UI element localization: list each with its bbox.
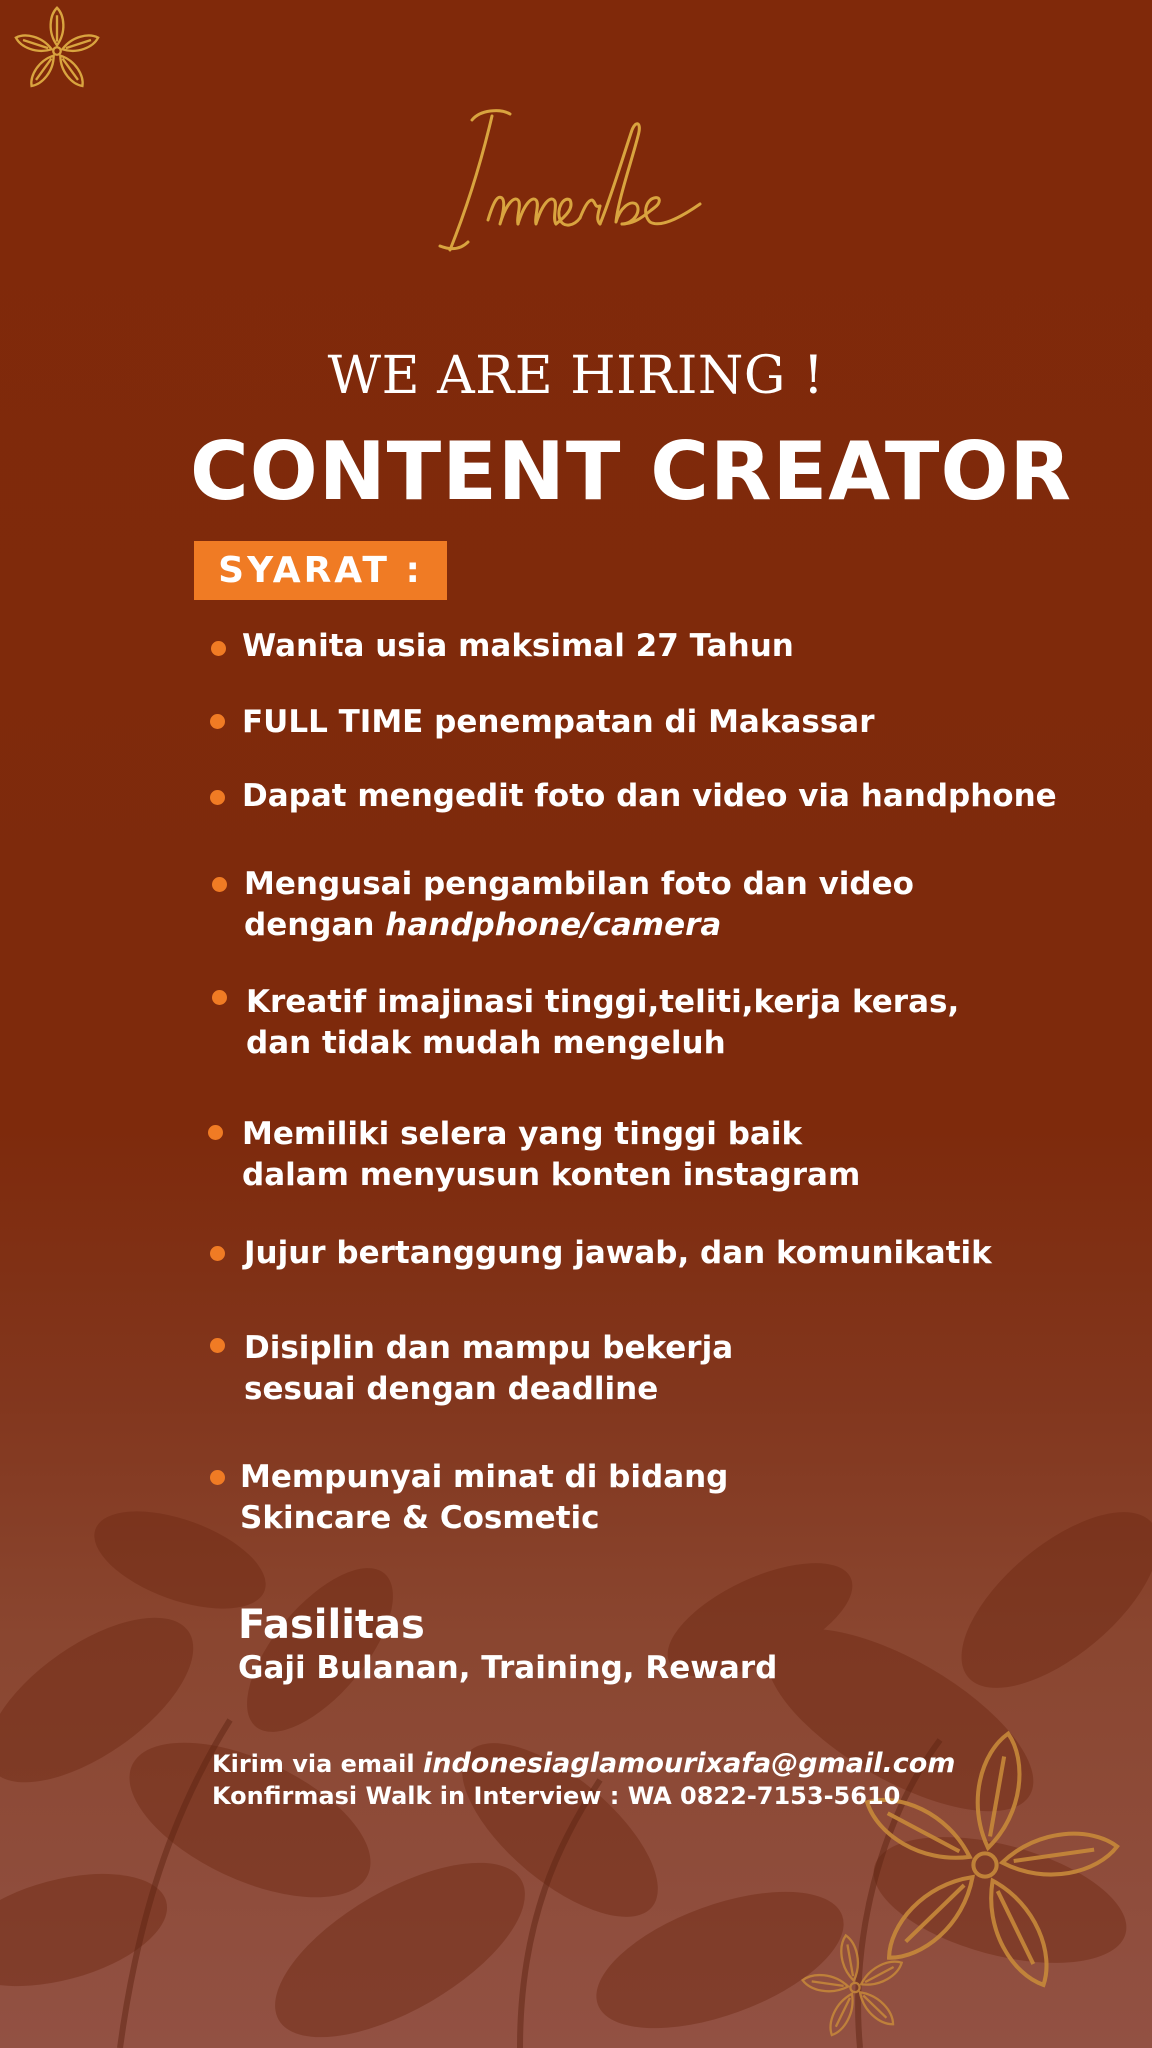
- hiring-heading: WE ARE HIRING !: [327, 346, 825, 406]
- facilities-text: Gaji Bulanan, Training, Reward: [238, 1650, 778, 1686]
- bullet-dot-icon: [210, 790, 225, 805]
- position-title: CONTENT CREATOR: [190, 425, 1073, 518]
- contact-walkin: Konfirmasi Walk in Interview : WA 0822-7153-5610: [212, 1782, 901, 1810]
- requirements-badge: SYARAT :: [194, 541, 447, 600]
- bullet-dot-icon: [211, 641, 226, 656]
- list-item: Memiliki selera yang tinggi baik dalam menyusun konten instagram: [242, 1114, 860, 1196]
- contact-email-prefix: Kirim via email: [212, 1750, 423, 1778]
- bullet-dot-icon: [210, 1246, 225, 1261]
- list-item: FULL TIME penempatan di Makassar: [242, 702, 875, 743]
- contact-email-line: [212, 1748, 955, 1779]
- facilities-title: Fasilitas: [238, 1602, 425, 1648]
- flower-ornament-icon: [790, 1930, 920, 2045]
- list-item: Disiplin dan mampu bekerja sesuai dengan deadline: [244, 1328, 733, 1410]
- list-item: Dapat mengedit foto dan video via handphone: [242, 776, 1057, 817]
- list-item: Wanita usia maksimal 27 Tahun: [242, 626, 794, 667]
- list-item: Kreatif imajinasi tinggi,teliti,kerja keras, dan tidak mudah mengeluh: [246, 982, 959, 1064]
- innerbe-logo: [410, 100, 750, 260]
- bullet-dot-icon: [208, 1125, 223, 1140]
- bullet-dot-icon: [210, 1470, 225, 1485]
- bullet-dot-icon: [212, 990, 227, 1005]
- bullet-dot-icon: [212, 877, 227, 892]
- list-item: Mempunyai minat di bidang Skincare & Cosmetic: [240, 1457, 728, 1539]
- flower-ornament-icon: [4, 4, 110, 98]
- list-item: Mengusai pengambilan foto dan video dengan handphone/camera: [244, 864, 914, 946]
- bullet-dot-icon: [210, 714, 225, 729]
- list-item: Jujur bertanggung jawab, dan komunikatik: [244, 1233, 992, 1274]
- contact-email[interactable]: indonesiaglamourixafa@gmail.com: [422, 1748, 956, 1779]
- bullet-dot-icon: [210, 1338, 225, 1353]
